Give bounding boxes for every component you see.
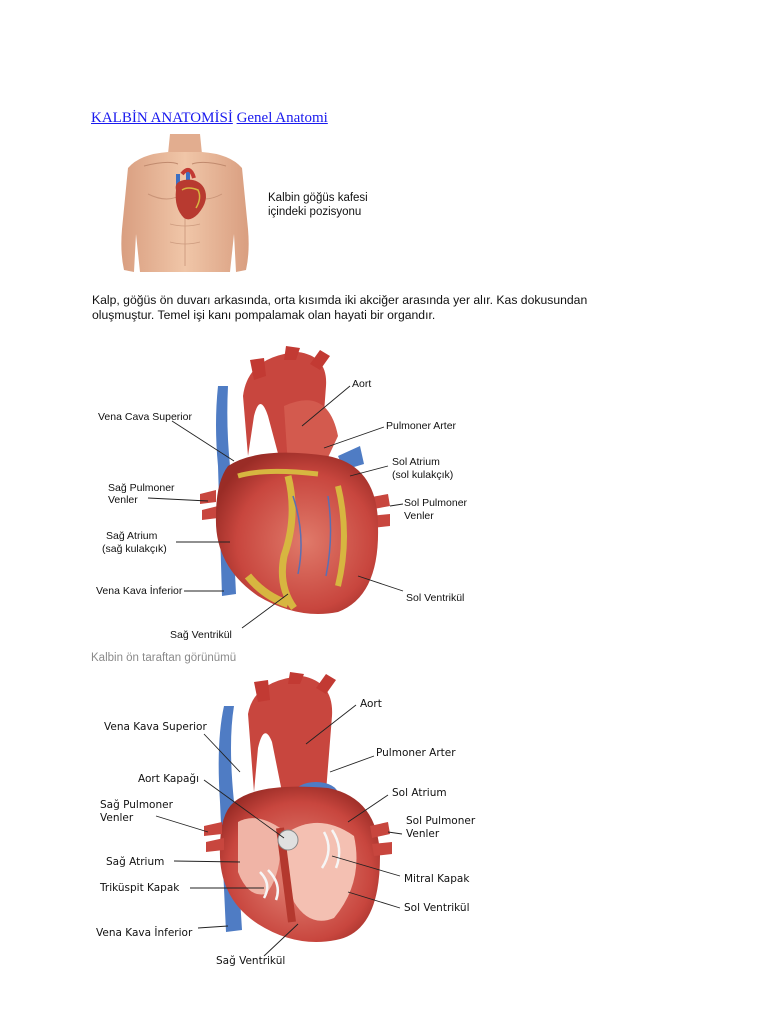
intro-paragraph — [92, 293, 652, 323]
figure-caption: Kalbin ön taraftan görünümü — [91, 652, 237, 664]
label-sol-ventrikul: Sol Ventrikül — [404, 902, 470, 914]
torso-caption-line-2: içindeki pozisyonu — [268, 206, 362, 218]
label-sol-ventrikul: Sol Ventrikül — [406, 592, 465, 604]
heart-cross-section-figure — [88, 672, 508, 978]
label-sag-pulmoner: Sağ Pulmoner — [100, 799, 173, 811]
label-pulmoner-arter: Pulmoner Arter — [376, 747, 456, 759]
label-sol-atrium: Sol Atrium — [392, 456, 440, 468]
label-aort: Aort — [360, 698, 382, 710]
title-subtitle-link[interactable]: Genel Anatomi — [236, 110, 328, 126]
label-sag-ventrikul: Sağ Ventrikül — [170, 629, 232, 641]
heart-front-view-figure — [88, 346, 508, 646]
label-vena-cava-superior: Vena Cava Superior — [98, 411, 192, 423]
page-title — [91, 110, 328, 127]
title-link[interactable]: KALBİN ANATOMİSİ — [91, 110, 233, 126]
label-vena-kava-inferior: Vena Kava İnferior — [96, 927, 193, 939]
label-venler-left: Venler — [100, 812, 134, 824]
intro-line-2: oluşmuştur. Temel işi kanı pompalamak olan hayati bir organdır. — [92, 308, 436, 322]
label-sol-pulmoner: Sol Pulmoner — [406, 815, 476, 827]
label-venler-right: Venler — [406, 828, 440, 840]
label-sol-atrium: Sol Atrium — [392, 787, 447, 799]
label-sag-atrium: Sağ Atrium — [106, 856, 165, 868]
label-aort-kapagi: Aort Kapağı — [138, 773, 200, 785]
label-sol-kulakcik: (sol kulakçık) — [392, 469, 454, 481]
label-vena-kava-superior: Vena Kava Superior — [104, 721, 207, 733]
label-venler-left: Venler — [108, 494, 138, 506]
label-sag-pulmoner: Sağ Pulmoner — [108, 482, 175, 494]
label-sag-kulakcik: (sağ kulakçık) — [102, 543, 167, 555]
intro-line-1: Kalp, göğüs ön duvarı arkasında, orta kısımda iki akciğer arasında yer alır. Kas dokusundan — [92, 293, 588, 307]
label-mitral-kapak: Mitral Kapak — [404, 873, 470, 885]
label-sag-atrium: Sağ Atrium — [106, 530, 158, 542]
label-aort: Aort — [352, 378, 372, 390]
label-sag-ventrikul: Sağ Ventrikül — [216, 955, 286, 967]
torso-caption — [268, 191, 408, 219]
label-venler-right: Venler — [404, 510, 434, 522]
torso-caption-line-1: Kalbin göğüs kafesi — [268, 192, 368, 204]
label-trikuspit-kapak: Triküspit Kapak — [100, 882, 180, 894]
torso-image — [118, 134, 252, 274]
label-vena-kava-inferior: Vena Kava İnferior — [96, 585, 183, 597]
label-pulmoner-arter: Pulmoner Arter — [386, 420, 457, 432]
label-sol-pulmoner: Sol Pulmoner — [404, 497, 468, 509]
